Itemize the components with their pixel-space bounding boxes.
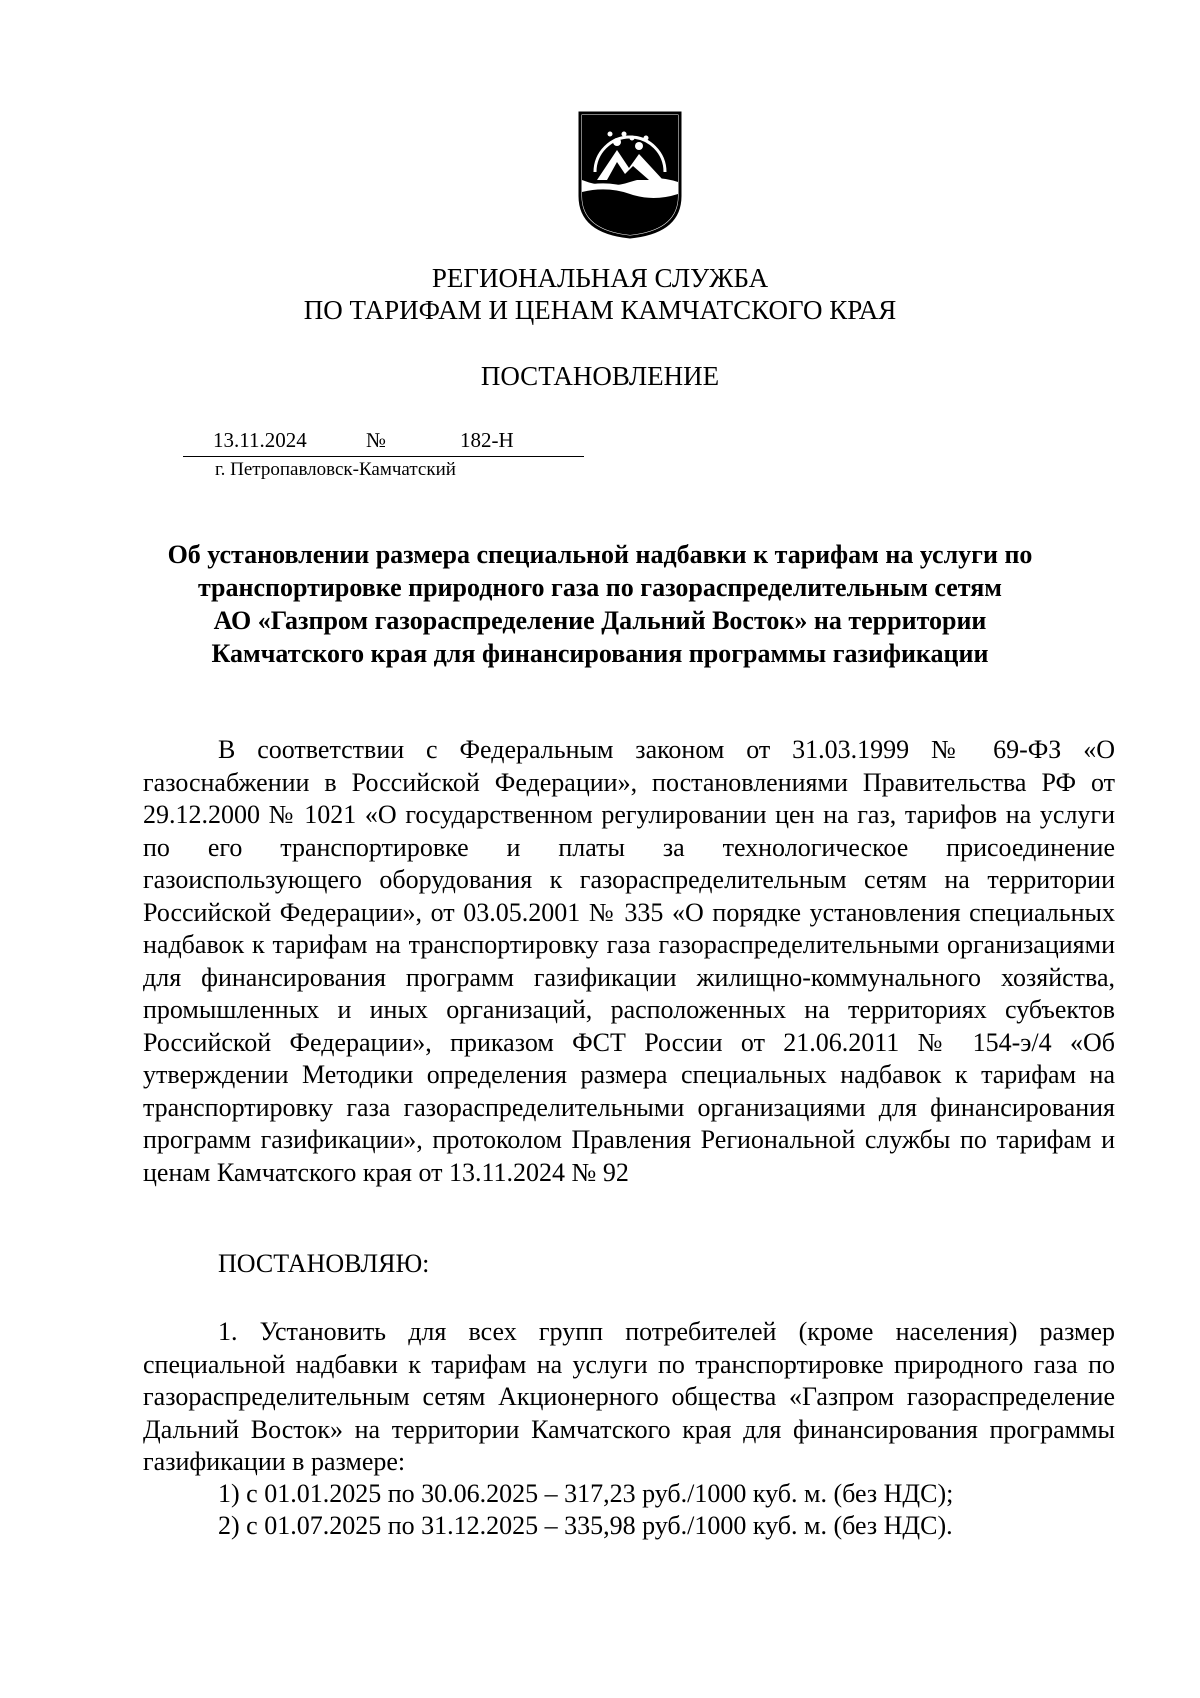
document-number: 182-Н <box>460 428 514 452</box>
title-line-2: транспортировке природного газа по газораспределительным сетям <box>197 573 1003 602</box>
date-number-line <box>183 426 584 457</box>
document-date: 13.11.2024 <box>213 428 307 452</box>
rate-item-2: 2) с 01.07.2025 по 31.12.2025 – 335,98 руб./1000 куб. м. (без НДС). <box>218 1511 953 1540</box>
organization-name-line1: РЕГИОНАЛЬНАЯ СЛУЖБА <box>431 263 769 293</box>
title-line-1: Об установлении размера специальной надбавки к тарифам на услуги по <box>167 540 1033 569</box>
number-sign: № <box>366 428 387 452</box>
title-line-3: АО «Газпром газораспределение Дальний Восток» на территории <box>213 606 987 635</box>
document-title <box>130 538 1070 670</box>
document-type: ПОСТАНОВЛЕНИЕ <box>480 361 720 391</box>
title-line-4: Камчатского края для финансирования программы газификации <box>211 639 989 668</box>
organization-name-line2: ПО ТАРИФАМ И ЦЕНАМ КАМЧАТСКОГО КРАЯ <box>303 295 897 325</box>
preamble-paragraph: В соответствии с Федеральным законом от 31.03.1999 № 69-ФЗ «О газоснабжении в Российской Федерации», постановлениями Правительства РФ от 29.12.2000 № 1021 «О государственном регулировании цен на газ, тарифов на услуги по его транспортировке и платы за технологическое присоединение газоиспользующего оборудования к газораспределительным сетям на территории Российской Федерации», от 03.05.2001 № 335 «О порядке установления специальных надбавок к тарифам на транспортировку газа газораспределительными организациями для финансирования программ газификации жилищно-коммунального хозяйства, промышленных и иных организаций, расположенных на территориях субъектов Российской Федерации», приказом ФСТ России от 21.06.2011 № 154-э/4 «Об утверждении Методики определения размера специальных надбавок к тарифам на транспортировку газа газораспределительными организациями для финансирования программ газификации», протоколом Правления Региональной службы по тарифам и ценам Камчатского края от 13.11.2024 № 92 <box>143 735 1115 1187</box>
resolve-heading: ПОСТАНОВЛЯЮ: <box>218 1249 430 1278</box>
point-1-paragraph: 1. Установить для всех групп потребителей (кроме населения) размер специальной надбавки к тарифам на услуги по транспортировке природного газа по газораспределительным сетям Акционерного общества «Газпром газораспределение Дальний Восток» на территории Камчатского края для финансирования программы газификации в размере: <box>143 1317 1115 1476</box>
rate-item-1: 1) с 01.01.2025 по 30.06.2025 – 317,23 руб./1000 куб. м. (без НДС); <box>218 1479 954 1508</box>
kamchatka-coat-of-arms-icon <box>577 110 683 240</box>
document-city: г. Петропавловск-Камчатский <box>215 459 456 480</box>
